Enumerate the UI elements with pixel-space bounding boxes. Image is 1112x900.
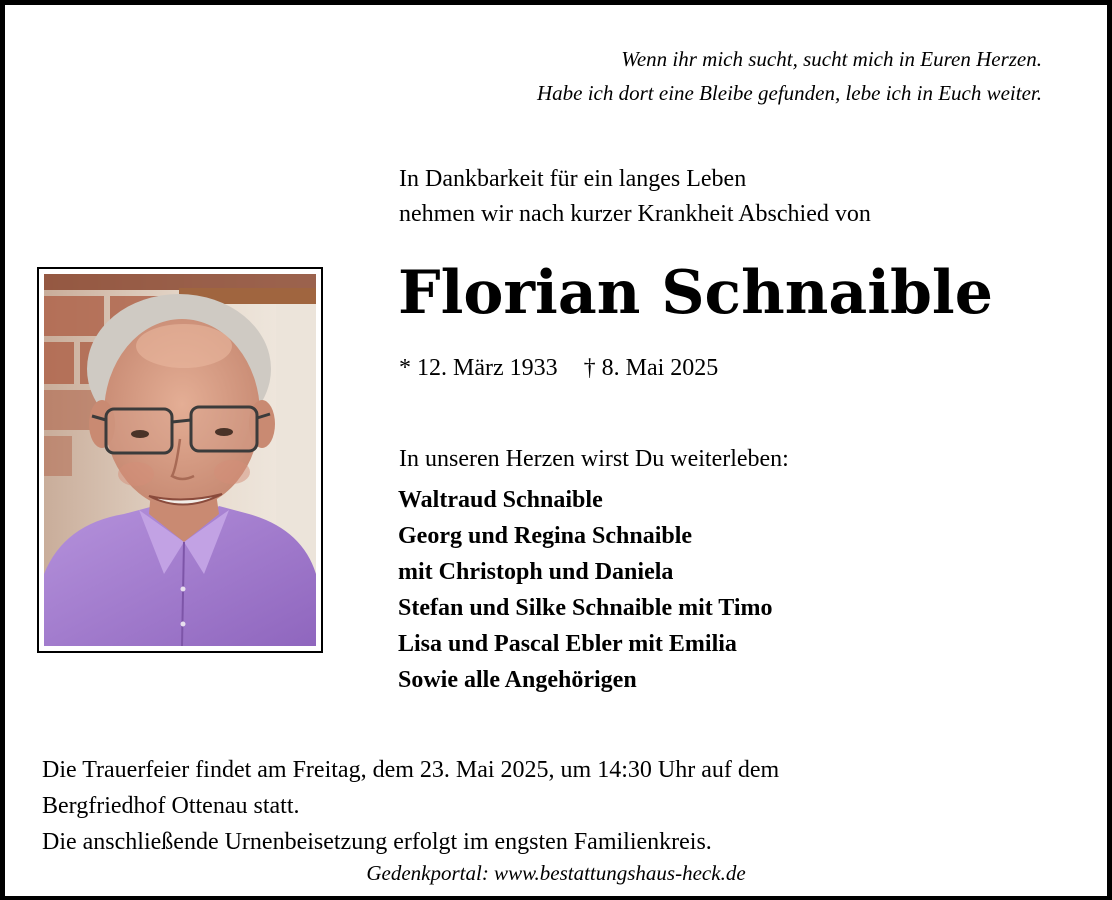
intro-line-2: nehmen wir nach kurzer Krankheit Abschied von xyxy=(399,201,871,227)
portrait-image xyxy=(44,274,316,646)
mourner-name: Stefan und Silke Schnaible mit Timo xyxy=(398,595,773,621)
mourners-heading: In unseren Herzen wirst Du weiterleben: xyxy=(399,446,789,472)
ceremony-line-2: Bergfriedhof Ottenau statt. xyxy=(42,793,300,819)
mourner-name: Waltraud Schnaible xyxy=(398,487,603,513)
mourner-name: mit Christoph und Daniela xyxy=(398,559,674,585)
intro-line-1: In Dankbarkeit für ein langes Leben xyxy=(399,166,747,192)
life-dates xyxy=(399,352,718,384)
memorial-quote xyxy=(537,42,1042,110)
ceremony-info xyxy=(42,752,779,860)
portrait-photo xyxy=(37,267,323,653)
quote-line-2: Habe ich dort eine Bleibe gefunden, lebe ich in Euch weiter. xyxy=(536,81,1042,105)
death-date: † 8. Mai 2025 xyxy=(583,355,719,381)
mourner-name: Sowie alle Angehörigen xyxy=(398,667,637,693)
ceremony-line-1: Die Trauerfeier findet am Freitag, dem 23. Mai 2025, um 14:30 Uhr auf dem xyxy=(42,757,780,783)
quote-line-1: Wenn ihr mich sucht, sucht mich in Euren Herzen. xyxy=(621,47,1042,71)
mourner-name: Lisa und Pascal Ebler mit Emilia xyxy=(398,631,737,657)
deceased-name: Florian Schnaible xyxy=(398,258,993,328)
memorial-portal-link: Gedenkportal: www.bestattungshaus-heck.de xyxy=(366,861,746,885)
mourner-name: Georg und Regina Schnaible xyxy=(398,523,693,549)
ceremony-line-3: Die anschließende Urnenbeisetzung erfolgt im engsten Familienkreis. xyxy=(42,829,712,855)
intro-text xyxy=(399,162,871,232)
mourners-list xyxy=(398,482,773,698)
birth-date: * 12. März 1933 xyxy=(399,355,558,381)
